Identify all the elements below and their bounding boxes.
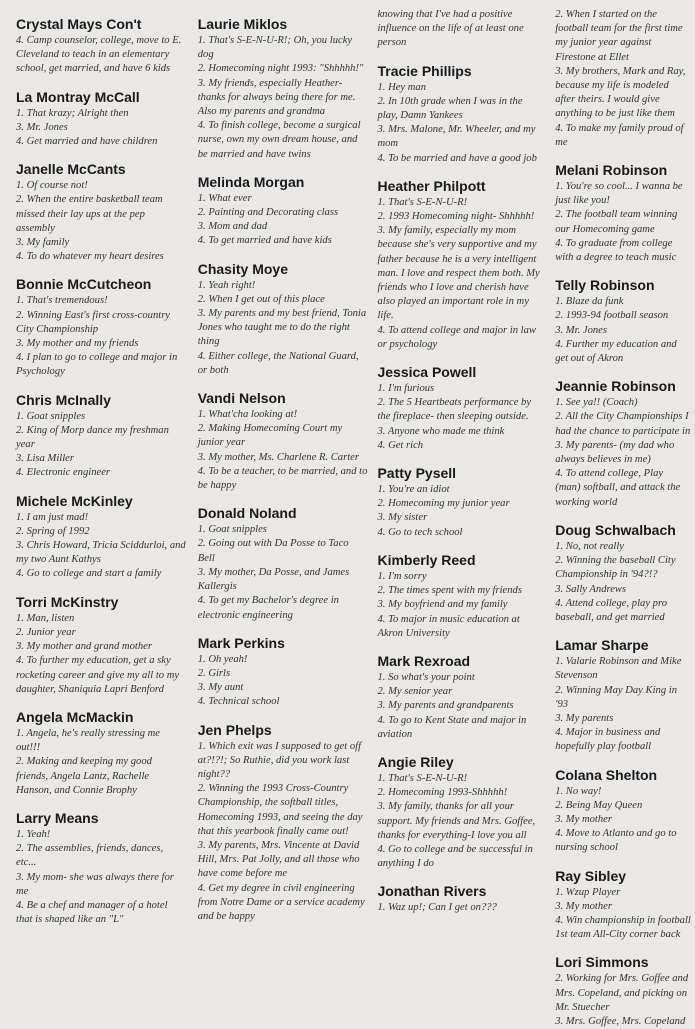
answer-line: 1. Waz up!; Can I get on??? (377, 902, 497, 914)
answer-list (377, 483, 545, 540)
answer-line: 2. Winning May Day King in '93 (555, 684, 678, 710)
answer-line: 4. To finish college, become a surgical nurse, own my own dream house, and be married and have twins (197, 120, 361, 160)
answer-line: 3. My mother and my friends (16, 338, 139, 350)
answer-line: 2. My senior year (377, 686, 453, 698)
answer-line: 1. That's tremendous! (16, 295, 108, 307)
answer-line: 4. Get married and have children (16, 136, 158, 148)
answer-list (555, 972, 691, 1029)
answer-line: 1. That's S-E-N-U-R! (377, 196, 468, 208)
answer-line: 4. To major in music education at Akron University (377, 613, 520, 639)
answer-line: 3. Mrs. Goffee, Mrs. Copeland (555, 1015, 686, 1027)
senior-entry (555, 277, 691, 366)
answer-list (16, 34, 186, 77)
student-name: Laurie Miklos (197, 16, 288, 32)
senior-entry (198, 505, 368, 622)
answer-line: 4. Go to tech school (377, 526, 463, 538)
senior-entry (16, 16, 186, 77)
answer-line: 2. The times spent with my friends (377, 585, 522, 597)
answer-line: 2. 1993 Homecoming night- Shhhhh! (377, 211, 535, 223)
answer-line: knowing that I've had a positive influence on the life of at least one person (377, 9, 524, 49)
answer-list (555, 8, 691, 150)
answer-list (198, 740, 368, 925)
answer-line: 2. Working for Mrs. Goffee and Mrs. Copeland, and picking on Mr. Stuecher (555, 973, 689, 1013)
student-name: Telly Robinson (555, 277, 655, 294)
answer-list (16, 107, 186, 150)
answer-line: 2. Homecoming my junior year (377, 498, 510, 510)
student-name: Donald Noland (197, 505, 297, 522)
answer-list (377, 671, 545, 742)
senior-entry (16, 709, 186, 798)
answer-list (377, 8, 545, 51)
student-name: Chasity Moye (197, 260, 288, 277)
student-name: Tracie Phillips (377, 62, 472, 79)
answer-line: 4. Go to college and start a family (16, 568, 162, 580)
answer-line: 3. My mother, Da Posse, and James Kallergis (197, 566, 350, 593)
answer-line: 4. To get my Bachelor's degree in electronic engineering (197, 595, 339, 621)
answer-line: 4. To attend college and major in law or psychology (377, 324, 536, 350)
answer-line: 3. My parents (555, 712, 614, 724)
answer-line: 4. Win championship in football 1st team All-City corner back (555, 914, 691, 941)
senior-entry (16, 89, 186, 150)
student-name: Bonnie McCutcheon (16, 276, 152, 293)
answer-line: 4. To do whatever my heart desires (16, 251, 164, 263)
student-name: Ray Sibley (555, 867, 627, 884)
senior-entry (16, 810, 186, 927)
student-name: Crystal Mays Con't (16, 16, 142, 32)
answer-line: 3. My mother (555, 813, 612, 825)
senior-entry (555, 162, 691, 265)
answer-line: 4. To get married and have kids (197, 235, 332, 247)
senior-entry (198, 635, 368, 710)
answer-list (16, 828, 186, 927)
senior-entry (377, 178, 545, 352)
column-1 (16, 16, 194, 1024)
answer-list (198, 408, 368, 493)
column-3 (373, 4, 551, 1012)
student-name: Patty Pysell (377, 465, 457, 482)
answer-line: 3. My brothers, Mark and Ray, because my life is modeled after theirs. I would give anything to be just like them (555, 65, 686, 120)
answer-line: 2. Spring of 1992 (16, 525, 90, 537)
answer-list (377, 772, 545, 871)
answer-line: 2. Homecoming 1993-Shhhhh! (377, 787, 508, 799)
answer-line: 2. All the City Championships I had the chance to participate in (555, 411, 691, 437)
student-name: Angela McMackin (16, 708, 134, 725)
student-name: Chris McInally (16, 391, 111, 408)
answer-line: 4. Attend college, play pro baseball, and get married (555, 597, 668, 623)
answer-list (198, 653, 368, 710)
answer-list (555, 295, 691, 366)
student-name: Doug Schwalbach (555, 521, 676, 538)
answer-line: 1. Yeah! (16, 828, 51, 840)
answer-line: 2. The 5 Heartbeats performance by the fireplace- then sleeping outside. (377, 397, 532, 423)
senior-entry (16, 493, 186, 582)
answer-line: 2. The assemblies, friends, dances, etc... (16, 843, 164, 869)
student-name: Larry Means (16, 809, 99, 826)
student-name: Lori Simmons (555, 954, 649, 971)
answer-line: 2. Painting and Decorating class (197, 207, 339, 219)
student-name: Angie Riley (377, 753, 454, 770)
answer-line: 1. What ever (197, 192, 252, 204)
answer-line: 3. My mother, Ms. Charlene R. Carter (197, 451, 359, 463)
senior-entry (16, 161, 186, 264)
answer-line: 2. Being May Queen (555, 799, 643, 811)
answer-line: 1. No way! (555, 785, 602, 797)
answer-line: 4. To attend college, Play (man) softball, and attack the working world (555, 468, 681, 508)
answer-line: 3. Mr. Jones (555, 324, 607, 336)
answer-line: 3. My parents- (my dad who always believes in me) (555, 439, 675, 466)
answer-list (16, 612, 186, 697)
answer-list (555, 180, 691, 265)
answer-list (198, 192, 368, 249)
answer-line: 2. Winning East's first cross-country City Championship (16, 309, 171, 335)
senior-entry (198, 261, 368, 378)
senior-entry (16, 594, 186, 697)
answer-line: 1. You're so cool... I wanna be just like you! (555, 181, 683, 207)
answer-line: 3. Sally Andrews (555, 583, 627, 595)
answer-line: 4. Further my education and get out of Akron (555, 338, 677, 365)
column-2 (194, 16, 374, 1024)
senior-entry (198, 174, 368, 249)
answer-line: 1. Oh yeah! (197, 653, 248, 665)
student-name: Colana Shelton (555, 766, 658, 783)
answer-line: 3. My family, especially my mom because she's very supportive and my father because he is a very intelligent man. I love and respect them both. My friends who I love and cherish have also played an important role in my life. (377, 225, 540, 322)
answer-line: 3. Mr. Jones (16, 121, 68, 133)
answer-list (16, 410, 186, 481)
senior-entry (198, 16, 368, 162)
answer-line: 4. Technical school (197, 696, 280, 708)
answer-line: 1. Valarie Robinson and Mike Stevenson (555, 656, 682, 682)
answer-line: 3. My family, thanks for all your support. My friends and Mrs. Goffee, thanks for everything-I love you all (377, 801, 536, 841)
senior-entry (377, 364, 545, 453)
student-name: Mark Rexroad (377, 652, 471, 669)
column-4 (551, 4, 691, 1027)
answer-line: 4. Move to Atlanto and go to nursing school (555, 828, 677, 854)
student-name: Kimberly Reed (377, 551, 476, 568)
answer-line: 4. Major in business and hopefully play football (555, 727, 661, 753)
student-name: La Montray McCall (16, 88, 140, 105)
answer-line: 1. You're an idiot (377, 484, 450, 496)
student-name: Lamar Sharpe (555, 637, 649, 654)
answer-line: 3. Chris Howard, Tricia Sciddurloi, and my two Aunt Kathys (16, 540, 186, 566)
student-name: Vandi Nelson (197, 390, 286, 407)
answer-line: 1. Goat snipples (16, 410, 86, 422)
answer-line: 2. Making Homecoming Court my junior year (197, 423, 343, 449)
answer-list (555, 655, 691, 754)
answer-line: 3. Anyone who made me think (377, 425, 505, 437)
answer-list (198, 34, 368, 162)
answer-line: 1. That krazy; Alright then (16, 107, 129, 119)
answer-line: 2. When I get out of this place (197, 293, 325, 305)
answer-line: 4. Either college, the National Guard, or both (197, 350, 359, 376)
answer-line: 1. No, not really (555, 540, 624, 552)
senior-entry (16, 276, 186, 379)
student-name: Jen Phelps (197, 721, 272, 738)
answer-list (555, 396, 691, 510)
senior-entry (555, 868, 691, 943)
answer-line: 1. See ya!! (Coach) (555, 397, 638, 409)
answer-line: 3. My aunt (197, 682, 244, 694)
student-name: Michele McKinley (16, 492, 133, 509)
answer-line: 3. My parents and grandparents (377, 700, 514, 712)
answer-list (377, 570, 545, 641)
senior-entry-continued (555, 8, 691, 150)
senior-entry (377, 465, 545, 540)
answer-line: 2. In 10th grade when I was in the play, Damn Yankees (377, 95, 523, 122)
answer-line: 1. Man, listen (16, 612, 75, 624)
answer-line: 3. My parents, Mrs. Vincente at David Hill, Mrs. Pat Jolly, and all those who have come before me (197, 839, 360, 880)
answer-line: 3. My family (16, 237, 70, 249)
answer-list (198, 279, 368, 378)
student-name: Jessica Powell (377, 364, 477, 381)
senior-entry (198, 390, 368, 493)
senior-entry (377, 883, 545, 915)
answer-line: 3. My mom- she was always there for me (16, 871, 174, 897)
answer-line: 1. Which exit was I supposed to get off at?!?!; So Ruthie, did you work last night?? (197, 740, 362, 780)
senior-entry (377, 63, 545, 166)
answer-line: 2. King of Morp dance my freshman year (16, 424, 169, 451)
answer-line: 3. My mother (555, 900, 612, 912)
answer-line: 1. So what's your point (377, 671, 475, 683)
senior-entry (555, 954, 691, 1029)
student-name: Melinda Morgan (197, 173, 305, 190)
senior-entry-continued (377, 8, 545, 51)
answer-line: 1. I am just mad! (16, 511, 89, 523)
answer-line: 4. Camp counselor, college, move to E. Cleveland to teach in an elementary school, get married, and have 6 kids (16, 35, 182, 75)
answer-line: 2. Junior year (16, 626, 76, 638)
answer-line: 3. My friends, especially Heather- thanks for always being there for me. Also my parents and grandma (197, 77, 356, 118)
senior-entry (377, 754, 545, 871)
student-name: Jeannie Robinson (555, 378, 676, 395)
answer-line: 1. Blaze da funk (555, 296, 624, 308)
answer-line: 2. When I started on the football team for the first time my junior year against Firestone at Ellet (555, 9, 683, 63)
answer-line: 4. To make my family proud of me (555, 122, 684, 148)
answer-line: 4. To go to Kent State and major in aviation (377, 714, 527, 740)
answer-line: 2. 1993-94 football season (555, 310, 669, 322)
answer-list (377, 382, 545, 453)
answer-list (16, 511, 186, 582)
answer-list (198, 523, 368, 622)
answer-list (555, 785, 691, 856)
senior-entry (198, 722, 368, 925)
answer-line: 1. That's S-E-N-U-R! (377, 772, 468, 784)
answer-line: 2. When the entire basketball team missed their lay ups at the pep assembly (16, 194, 163, 234)
answer-line: 4. Get rich (377, 439, 424, 451)
answer-line: 3. My sister (377, 512, 428, 524)
answer-line: 1. Of course not! (16, 180, 88, 192)
answer-list (555, 540, 691, 625)
answer-line: 2. The football team winning our Homecoming game (555, 209, 678, 235)
answer-line: 1. What'cha looking at! (197, 409, 298, 421)
answer-line: 4. Get my degree in civil engineering from Notre Dame or a service academy and be happy (197, 882, 365, 922)
answer-line: 3. My mother and grand mother (16, 641, 152, 653)
student-name: Heather Philpott (377, 177, 486, 194)
answer-line: 1. Hey man (377, 81, 427, 93)
answer-line: 1. That's S-E-N-U-R!; Oh, you lucky dog (197, 35, 353, 61)
answer-line: 1. I'm furious (377, 383, 435, 395)
answer-line: 4. Electronic engineer (16, 467, 111, 479)
student-name: Mark Perkins (197, 634, 285, 651)
answer-line: 3. My boyfriend and my family (377, 599, 508, 611)
student-name: Jonathan Rivers (377, 883, 487, 900)
answer-list (377, 901, 545, 915)
answer-line: 1. Goat snipples (197, 524, 267, 536)
senior-entry (555, 767, 691, 856)
senior-entry (555, 637, 691, 754)
answer-line: 1. Yeah right! (197, 279, 256, 291)
senior-entry (16, 392, 186, 481)
answer-line: 4. To graduate from college with a degree to teach music (555, 237, 677, 264)
answer-line: 4. To further my education, get a sky rocketing career and give my all to my daughter, Shaniquia Lapri Benford (16, 655, 180, 695)
answer-list (377, 196, 545, 352)
answer-line: 4. To be a teacher, to be married, and to be happy (197, 465, 368, 492)
answer-list (16, 179, 186, 264)
answer-list (16, 294, 186, 379)
answer-line: 1. Wzup Player (555, 886, 621, 898)
answer-list (16, 727, 186, 798)
answer-line: 1. Angela, he's really stressing me out!!! (16, 727, 160, 754)
student-name: Janelle McCants (16, 161, 126, 178)
senior-entry (377, 552, 545, 641)
answer-line: 3. Lisa Miller (16, 453, 74, 465)
answer-line: 2. Winning the 1993 Cross-Country Championship, the softball titles, Homecoming 1993, and seeing the day that this yearbook finally came out! (197, 783, 363, 837)
answer-line: 4. To be married and have a good job (377, 152, 537, 164)
senior-entry (555, 378, 691, 510)
answer-line: 2. Going out with Da Posse to Taco Bell (197, 538, 349, 564)
answer-line: 4. Be a chef and manager of a hotel that is shaped like an "L" (16, 899, 168, 926)
answer-line: 3. Mrs. Malone, Mr. Wheeler, and my mom (377, 124, 536, 150)
answer-line: 3. My parents and my best friend, Tonia Jones who taught me to do the right thing (197, 308, 367, 348)
answer-line: 2. Making and keeping my good friends, Angela Lantz, Rachelle Hanson, and Connie Brophy (16, 756, 152, 796)
student-name: Melani Robinson (555, 162, 668, 179)
answer-line: 3. Mom and dad (197, 221, 268, 233)
answer-list (555, 886, 691, 943)
senior-entry (377, 653, 545, 742)
answer-line: 2. Homecoming night 1993: "Shhhhh!" (197, 63, 364, 75)
answer-line: 2. Girls (197, 667, 231, 679)
answer-line: 2. Winning the baseball City Championship in '94?!? (555, 555, 676, 581)
student-name: Torri McKinstry (16, 593, 119, 610)
answer-line: 1. I'm sorry (377, 570, 427, 582)
answer-line: 4. Go to college and be successful in anything I do (377, 843, 533, 870)
answer-line: 4. I plan to go to college and major in Psychology (16, 352, 178, 378)
answer-list (377, 81, 545, 166)
senior-entry (555, 522, 691, 625)
